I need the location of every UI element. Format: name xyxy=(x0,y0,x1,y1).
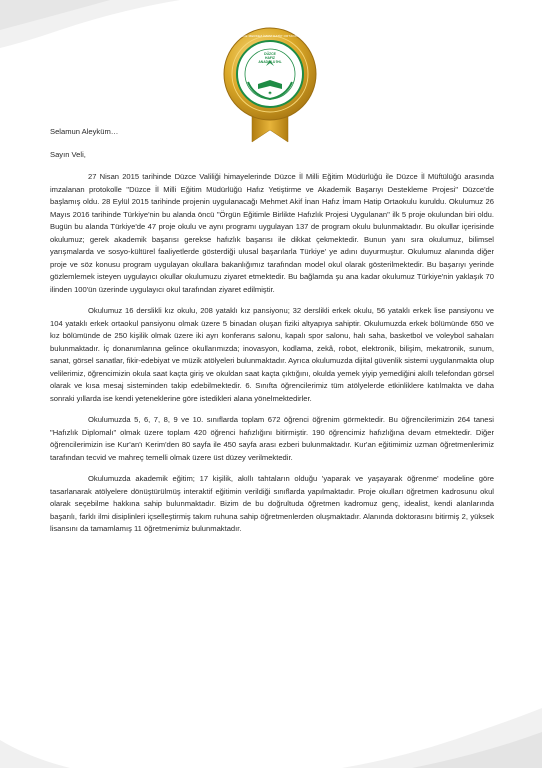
badge-year: 2015 xyxy=(266,93,274,97)
paragraph-1: 27 Nisan 2015 tarihinde Düzce Valiliği himayelerinde Düzce İl Milli Eğitim Müdürlüğü ile Düzce İl Müftülüğü arasında imzalanan protokolle ''Düzce İl Milli Eğitim Müdürlüğü Hafız Yetiştirme ve Akademik Başarıyı Destekleme Projesi'' Düzce'de başlamış oldu. 28 Eylül 2015 tarihinde projenin uygulanacağı Mehmet Akif İnan Hafız İmam Hatip Ortaokulu kuruldu. Okulumuz 26 Mayıs 2016 tarihinde Türkiye'nin bu alanda öncü ''Örgün Eğitimle Birlikte Hafızlık Projesi Uygulanan'' ilk 5 proje okulundan biri oldu. Bugün bu alanda Türkiye'de 47 proje okulu ve aynı programı uygulayan 137 de program okulu bulunmaktadır. Bu okullar içerisinde okulumuz; gerek akademik başarısı gerekse hafızlık başarısı ile dikkat çekmektedir. Bunun yanı sıra okulumuz, bilimsel yarışmalarda ve sosyo-kültürel faaliyetlerde gösterdiği ulusal başarılarla Türkiye' ye adını duyurmuştur. Okulumuz alanında diğer proje ve söz konusu program uygulayan okullara bakanlığımız tarafından model okul olarak gösterilmektedir. Bu başarıyı yerinde gözlemlemek isteyen uygulayıcı okullar okulumuzu ziyaret etmektedir. Bu bağlamda şu ana kadar okulumuz Türkiye'nin yaklaşık 70 ilinden 100'ün üzerinde uygulayıcı okul tarafından ziyaret edilmiştir. xyxy=(50,172,494,294)
greeting: Selamun Aleyküm… xyxy=(50,127,119,136)
bottom-left-corner-decoration xyxy=(0,728,70,768)
badge-arc-text: DÜZCE MERKEZ İMAM HATİP ORTAOKULU xyxy=(236,34,304,38)
paragraph-2: Okulumuz 16 derslikli kız okulu, 208 yataklı kız pansiyonu; 32 derslikli erkek okulu, 56 yataklı erkek lise pansiyonu ve 104 yataklı erkek ortaokul pansiyonu olmak üzere 5 binadan oluşan fiziki altyapıya sahiptir. Okulumuzda erkek bölümünde 650 ve kız bölümünde de 250 kişilik olmak üzere iki ayrı konferans salonu, kapalı spor salonu, halı saha, basketbol ve voleybol sahaları bulunmaktadır. İç donanımlarına gelince okullarımızda; inovasyon, kodlama, zekâ, robot, elektronik, bilişim, mekatronik, sunum, sanat, görsel sanatlar, fikir-edebiyat ve müzik atölyeleri bulunmaktadır. Ayrıca okulumuzda dijital güvenlik sistemi uygulanmakta olup velilerimiz, öğrencimizin okula saat kaçta giriş ve okuldan saat kaçta çıktığını, okulda yemek yiyip yemediğini akıllı telefondan görsel olarak ve kısa mesaj sisteminden takip edebilmektedir. 6. Sınıfta öğrencilerimiz tüm atölyelerde etkinliklere katılmakta ve daha sonraki yıllarda ise kendi yeteneklerine göre istedikleri alana yönelmektedirler. xyxy=(50,306,494,403)
salutation: Sayın Veli, xyxy=(50,149,86,159)
badge-line-2: HAFIZ xyxy=(265,56,275,61)
bottom-right-corner-decoration xyxy=(342,708,542,768)
badge-center-text xyxy=(248,52,292,65)
badge-line-1: DÜZCE xyxy=(264,52,276,56)
badge-line-3: ANADOLU İHL xyxy=(258,60,282,65)
paragraph-3: Okulumuzda 5, 6, 7, 8, 9 ve 10. sınıflarda toplam 672 öğrenci öğrenim görmektedir. Bu öğrencilerimizin 264 tanesi "Hafızlık Diplomalı" olmak üzere toplam 420 öğrenci hafızlığını bitirmiştir. 190 öğrencimiz hafızlığına devam etmektedir. Diğer öğrencilerimizin ise Kur'an'ı Kerim'den 80 sayfa ile 450 sayfa arası ezberi bulunmaktadır. Kur'an eğitimimiz uzman öğretmenlerimiz tarafından tecvid ve mahreç temelli olmak üzere üst düzey verilmektedir. xyxy=(50,415,494,462)
paragraph-4: Okulumuzda akademik eğitim; 17 kişilik, akıllı tahtaların olduğu 'yaparak ve yaşayarak öğrenme' modeline göre tasarlanarak atölyelere dönüştürülmüş interaktif eğitimin verildiği sınıflarda yapılmaktadır. Proje okulları öğretmen kadrosunu okul olarak seçebilme hakkına sahip bulunmaktadır. Bizim de bu doğrultuda öğretmen kadromuz genç, idealist, kendi alanlarında başarılı, farklı ilmi disiplinleri içselleştirmiş takım ruhuna sahip öğretmenlerden oluşmaktadır. Alanında doktorasını bitirmiş 2, yüksek lisansını da tamamlamış 11 öğretmenimiz bulunmaktadır. xyxy=(50,474,494,533)
letter-body xyxy=(50,126,494,545)
top-left-corner-decoration xyxy=(0,0,180,50)
